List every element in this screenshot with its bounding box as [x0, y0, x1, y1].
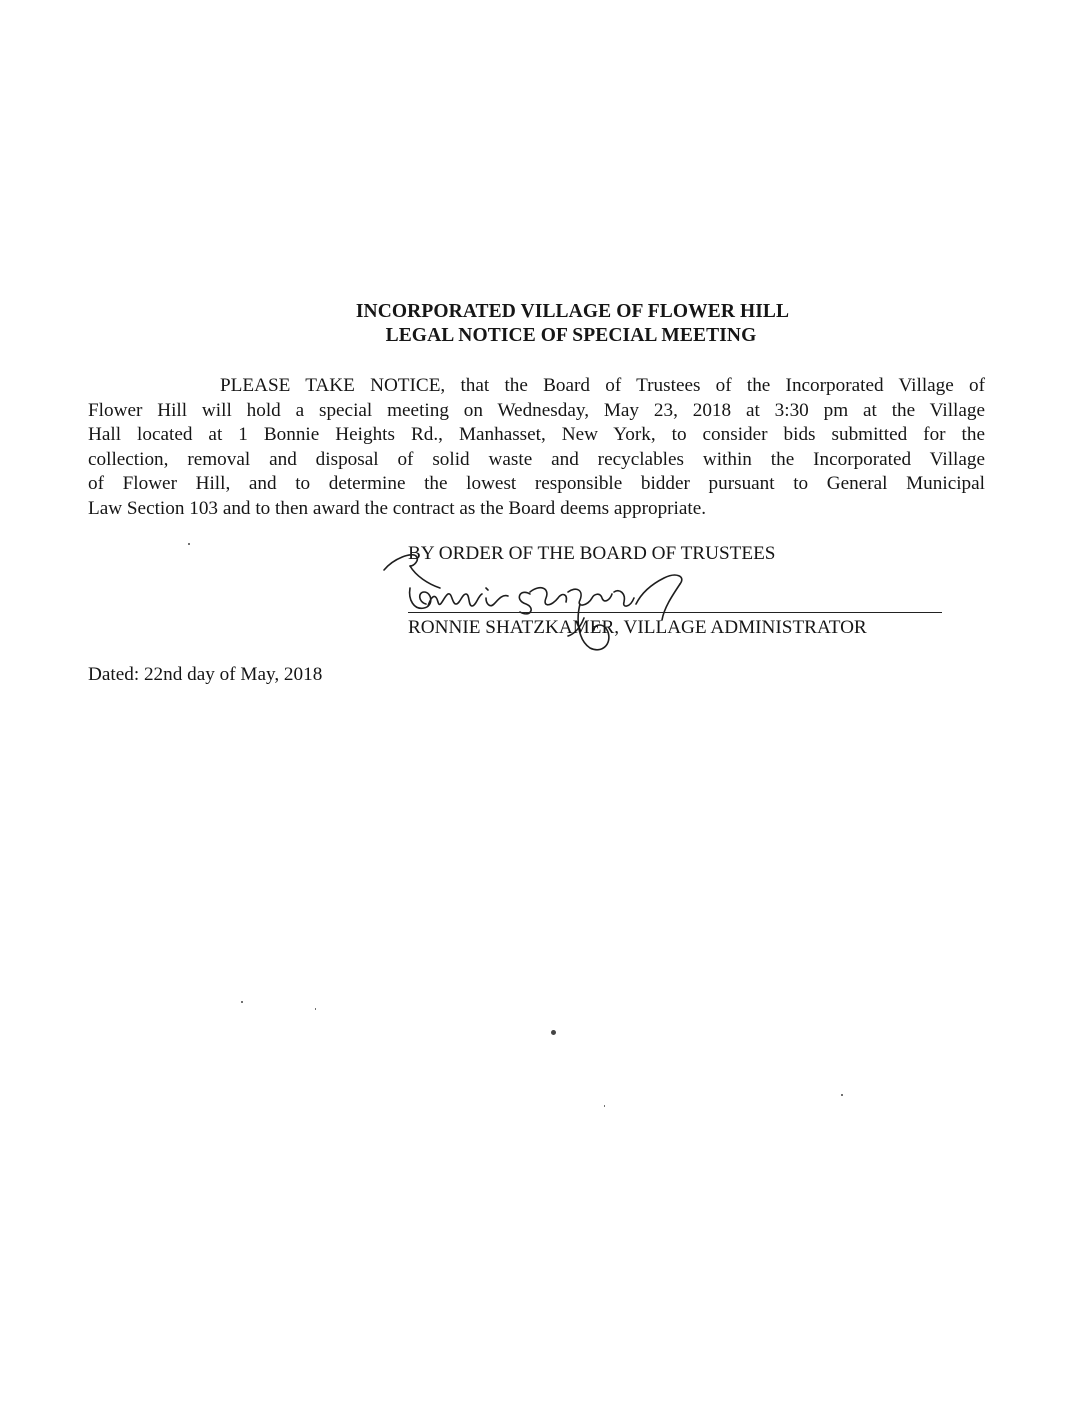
- body-line: Hall located at 1 Bonnie Heights Rd., Manhasset, New York, to consider bids submitted for the: [88, 424, 985, 445]
- body-line: of Flower Hill, and to determine the lowest responsible bidder pursuant to General Municipal: [88, 473, 985, 494]
- notice-title: INCORPORATED VILLAGE OF FLOWER HILL: [355, 301, 790, 322]
- body-line: Flower Hill will hold a special meeting on Wednesday, May 23, 2018 at 3:30 pm at the Village: [88, 399, 985, 421]
- notice-subtitle: LEGAL NOTICE OF SPECIAL MEETING: [385, 325, 757, 346]
- handwritten-signature: [380, 548, 720, 668]
- scan-speck: [841, 1094, 843, 1096]
- signatory-name: RONNIE SHATZKAMER, VILLAGE ADMINISTRATOR: [408, 617, 867, 638]
- notice-body: [88, 374, 992, 521]
- scan-speck: [241, 1001, 243, 1003]
- scan-speck: [551, 1030, 556, 1035]
- scan-speck: [604, 1105, 605, 1107]
- body-line: PLEASE TAKE NOTICE, that the Board of Trustees of the Incorporated Village of: [220, 375, 985, 396]
- by-order-line: BY ORDER OF THE BOARD OF TRUSTEES: [408, 543, 776, 564]
- scan-speck: [315, 1008, 316, 1010]
- notice-heading: [0, 300, 1088, 348]
- signature-line: [408, 612, 942, 613]
- body-line: Law Section 103 and to then award the contract as the Board deems appropriate.: [88, 497, 707, 519]
- date-line: Dated: 22nd day of May, 2018: [88, 664, 323, 685]
- body-line: collection, removal and disposal of solid waste and recyclables within the Incorporated Village: [88, 448, 985, 470]
- scan-speck: [188, 543, 190, 545]
